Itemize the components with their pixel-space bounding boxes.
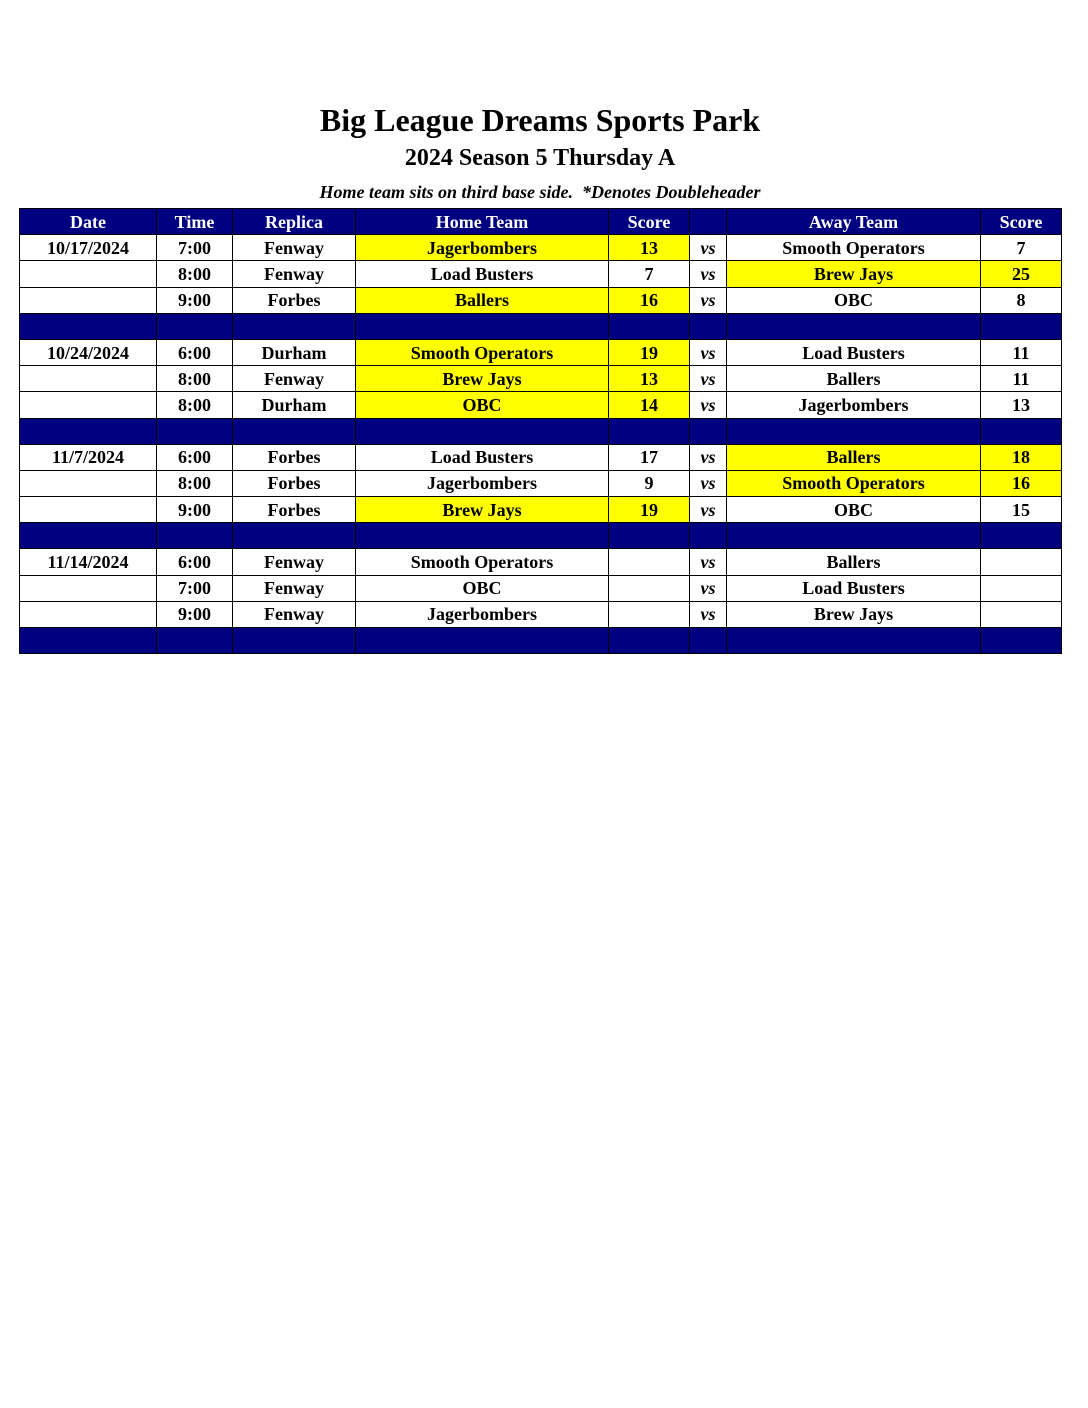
separator-cell — [981, 628, 1062, 654]
separator-cell — [727, 523, 981, 549]
separator-cell — [609, 418, 690, 444]
game-date: 10/17/2024 — [20, 235, 157, 261]
vs-label: vs — [690, 470, 727, 496]
home-team: Brew Jays — [356, 366, 609, 392]
header-vs — [690, 209, 727, 235]
home-score: 16 — [609, 287, 690, 313]
vs-label: vs — [690, 261, 727, 287]
schedule-body — [20, 235, 1062, 654]
game-time: 7:00 — [157, 575, 233, 601]
away-team: Ballers — [727, 366, 981, 392]
home-score: 17 — [609, 444, 690, 470]
separator-cell — [356, 313, 609, 339]
game-date — [20, 601, 157, 627]
home-team: Smooth Operators — [356, 339, 609, 365]
game-row — [20, 339, 1062, 365]
game-date — [20, 497, 157, 523]
header-away-score: Score — [981, 209, 1062, 235]
separator-cell — [157, 418, 233, 444]
away-score: 8 — [981, 287, 1062, 313]
game-replica: Forbes — [233, 470, 356, 496]
game-row — [20, 261, 1062, 287]
separator-cell — [690, 628, 727, 654]
header-row — [20, 209, 1062, 235]
vs-label: vs — [690, 497, 727, 523]
separator-cell — [20, 523, 157, 549]
page-subtitle: 2024 Season 5 Thursday A — [404, 145, 676, 171]
game-date — [20, 261, 157, 287]
away-team: OBC — [727, 497, 981, 523]
game-time: 6:00 — [157, 339, 233, 365]
separator-cell — [690, 523, 727, 549]
game-row — [20, 575, 1062, 601]
vs-label: vs — [690, 366, 727, 392]
header-replica: Replica — [233, 209, 356, 235]
separator-cell — [609, 523, 690, 549]
home-score — [609, 549, 690, 575]
away-team: Ballers — [727, 549, 981, 575]
vs-label: vs — [690, 287, 727, 313]
game-date — [20, 287, 157, 313]
game-replica: Fenway — [233, 261, 356, 287]
home-score: 13 — [609, 235, 690, 261]
away-team: Load Busters — [727, 575, 981, 601]
away-team: Jagerbombers — [727, 392, 981, 418]
separator-cell — [157, 628, 233, 654]
away-score: 11 — [981, 339, 1062, 365]
game-time: 7:00 — [157, 235, 233, 261]
separator-cell — [233, 313, 356, 339]
separator-cell — [981, 523, 1062, 549]
game-replica: Durham — [233, 339, 356, 365]
week-separator-row — [20, 313, 1062, 339]
vs-label: vs — [690, 339, 727, 365]
game-time: 9:00 — [157, 287, 233, 313]
game-row — [20, 601, 1062, 627]
game-time: 8:00 — [157, 470, 233, 496]
home-team: OBC — [356, 575, 609, 601]
game-replica: Forbes — [233, 287, 356, 313]
schedule-note: Home team sits on third base side. *Denotes Doubleheader — [319, 182, 761, 202]
separator-cell — [356, 523, 609, 549]
vs-label: vs — [690, 601, 727, 627]
separator-cell — [356, 628, 609, 654]
game-time: 8:00 — [157, 392, 233, 418]
home-team: Jagerbombers — [356, 235, 609, 261]
vs-label: vs — [690, 235, 727, 261]
home-team: Load Busters — [356, 261, 609, 287]
separator-cell — [690, 418, 727, 444]
header-date: Date — [20, 209, 157, 235]
away-score: 16 — [981, 470, 1062, 496]
game-row — [20, 287, 1062, 313]
away-score — [981, 549, 1062, 575]
game-date: 11/14/2024 — [20, 549, 157, 575]
game-replica: Durham — [233, 392, 356, 418]
separator-cell — [233, 628, 356, 654]
separator-cell — [727, 628, 981, 654]
header-home-score: Score — [609, 209, 690, 235]
separator-cell — [981, 313, 1062, 339]
away-score: 11 — [981, 366, 1062, 392]
away-score: 18 — [981, 444, 1062, 470]
separator-cell — [20, 628, 157, 654]
game-row — [20, 235, 1062, 261]
separator-cell — [727, 313, 981, 339]
game-row — [20, 444, 1062, 470]
separator-cell — [356, 418, 609, 444]
home-score: 13 — [609, 366, 690, 392]
away-score: 25 — [981, 261, 1062, 287]
home-score: 19 — [609, 497, 690, 523]
home-score — [609, 601, 690, 627]
game-replica: Fenway — [233, 601, 356, 627]
separator-cell — [233, 523, 356, 549]
game-row — [20, 497, 1062, 523]
home-score: 14 — [609, 392, 690, 418]
game-replica: Fenway — [233, 575, 356, 601]
home-team: OBC — [356, 392, 609, 418]
header-away-team: Away Team — [727, 209, 981, 235]
game-date: 11/7/2024 — [20, 444, 157, 470]
vs-label: vs — [690, 575, 727, 601]
home-team: Ballers — [356, 287, 609, 313]
game-time: 9:00 — [157, 601, 233, 627]
away-team: Load Busters — [727, 339, 981, 365]
separator-cell — [727, 418, 981, 444]
home-score: 19 — [609, 339, 690, 365]
schedule-table — [19, 208, 1062, 654]
home-score — [609, 575, 690, 601]
separator-cell — [157, 313, 233, 339]
separator-cell — [981, 418, 1062, 444]
home-team: Load Busters — [356, 444, 609, 470]
vs-label: vs — [690, 549, 727, 575]
separator-cell — [20, 313, 157, 339]
separator-cell — [609, 313, 690, 339]
game-time: 9:00 — [157, 497, 233, 523]
game-row — [20, 549, 1062, 575]
away-team: Brew Jays — [727, 601, 981, 627]
home-score: 9 — [609, 470, 690, 496]
game-date — [20, 470, 157, 496]
away-score: 15 — [981, 497, 1062, 523]
game-row — [20, 470, 1062, 496]
away-team: OBC — [727, 287, 981, 313]
away-score — [981, 575, 1062, 601]
away-score: 13 — [981, 392, 1062, 418]
game-date — [20, 392, 157, 418]
away-team: Brew Jays — [727, 261, 981, 287]
home-team: Jagerbombers — [356, 470, 609, 496]
game-time: 6:00 — [157, 444, 233, 470]
away-team: Smooth Operators — [727, 235, 981, 261]
game-replica: Forbes — [233, 444, 356, 470]
game-replica: Forbes — [233, 497, 356, 523]
game-row — [20, 366, 1062, 392]
separator-cell — [233, 418, 356, 444]
header-time: Time — [157, 209, 233, 235]
away-team: Ballers — [727, 444, 981, 470]
game-time: 8:00 — [157, 261, 233, 287]
week-separator-row — [20, 628, 1062, 654]
home-team: Smooth Operators — [356, 549, 609, 575]
page-title: Big League Dreams Sports Park — [319, 102, 761, 138]
game-date: 10/24/2024 — [20, 339, 157, 365]
away-team: Smooth Operators — [727, 470, 981, 496]
game-replica: Fenway — [233, 235, 356, 261]
game-replica: Fenway — [233, 549, 356, 575]
game-time: 8:00 — [157, 366, 233, 392]
vs-label: vs — [690, 444, 727, 470]
game-row — [20, 392, 1062, 418]
home-score: 7 — [609, 261, 690, 287]
game-time: 6:00 — [157, 549, 233, 575]
away-score: 7 — [981, 235, 1062, 261]
separator-cell — [690, 313, 727, 339]
away-score — [981, 601, 1062, 627]
home-team: Brew Jays — [356, 497, 609, 523]
home-team: Jagerbombers — [356, 601, 609, 627]
header-home-team: Home Team — [356, 209, 609, 235]
separator-cell — [20, 418, 157, 444]
vs-label: vs — [690, 392, 727, 418]
week-separator-row — [20, 523, 1062, 549]
game-date — [20, 366, 157, 392]
week-separator-row — [20, 418, 1062, 444]
separator-cell — [609, 628, 690, 654]
game-date — [20, 575, 157, 601]
separator-cell — [157, 523, 233, 549]
game-replica: Fenway — [233, 366, 356, 392]
